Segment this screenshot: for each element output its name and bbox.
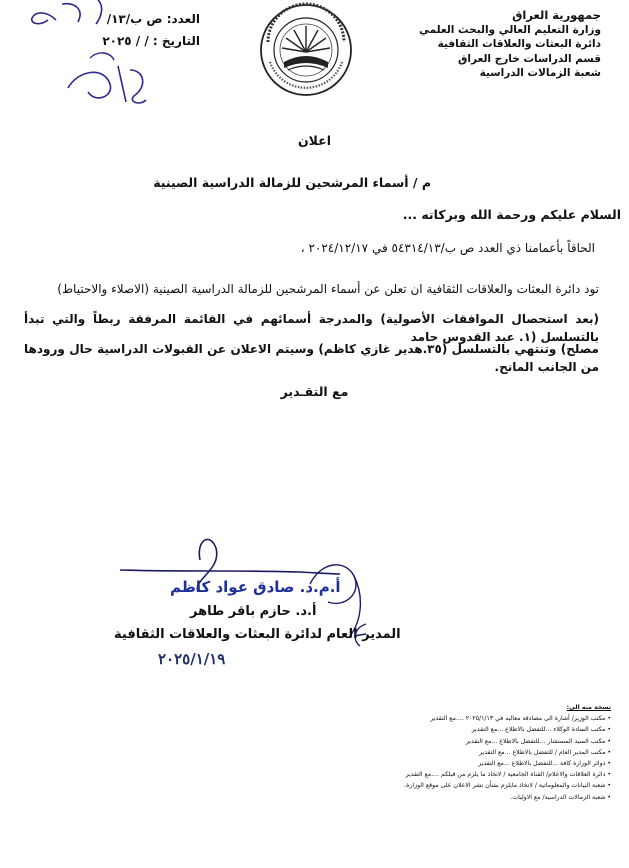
greeting-line: السلام عليكم ورحمة الله وبركاته ... [402,207,621,222]
copies-heading: نسخة منه الى: [566,704,611,711]
copies-list [311,702,611,803]
signatory-title: المدير العام لدائرة البعثات والعلاقات الثقافية [114,627,401,642]
copies-item: • مكتب السادة الوكلاء ...للتفضل بالاطلاع ...مع التقدير [471,726,611,734]
copies-item: • دائرة العلاقات والاعلام/ القناة الجامعية / لاتخاذ ما يلزم من قبلكم ....مع التقدير [405,771,611,779]
copies-item: • مكتب المدير العام / للتفضل بالاطلاع ...مع التقدير [479,748,611,756]
header-section: شعبة الزمالات الدراسية [479,67,601,79]
header-department: قسم الدراسات خارج العراق [458,52,601,65]
paragraph-line-2: (بعد استحصال الموافقات الأصولية) والمدرجة أسمائهم في القائمة المرفقة ربطاً والتي تبدأ بالتسلسل (١. عبد القدوس حامد [24,312,599,344]
header-ministry: وزارة التعليم العالي والبحث العلمي [418,23,601,36]
header-directorate: دائرة البعثات والعلاقات الثقافية [437,38,601,50]
copies-item: • شعبة البيانات والمعلوماتية / لاتخاذ مايلزم بشأن نشر الاعلان على موقع الوزارة. [404,782,611,790]
initial-mark [344,620,374,650]
announcement-subject: م / أسماء المرشحين للزمالة الدراسية الصينية [153,175,431,190]
ministry-seal-logo [258,2,354,98]
closing-regards: مع التقـدير [280,384,349,399]
signature-date: ٢٠٢٥/١/١٩ [158,650,226,668]
paragraph-line-1: تود دائرة البعثات والعلاقات الثقافية ان تعلن عن أسماء المرشحين للزمالة الدراسية الصينية (الاصلاء والاحتياط) [57,282,599,296]
copies-item: • دوائر الوزارة كافة ...للتفضل بالاطلاع ...مع التقدير [478,760,611,768]
copies-item: • مكتب الوزير/ أشارة الى مصادقة معاليه في ٢٠٢٥/١/١٣ ....مع التقدير [430,715,611,723]
announcement-title: اعلان [298,133,331,148]
copies-item: • شعبة الزمالات الدراسية/ مع الاوليات. [510,793,611,801]
header-country: جمهورية العراق [512,8,601,22]
copies-item: • مكتب السيد المستشار ...للتفضل بالاطلاع ...مع التقدير [465,737,611,745]
signatory-name: أ.د. حازم باقر طاهر [190,604,317,619]
document-date: التاريخ : / / ٢٠٢٥ [102,34,200,48]
handwritten-number-mark [18,0,158,110]
ministry-header [381,8,601,81]
paragraph-line-3: مصلح) وتنتهي بالتسلسل (٣٥.هدير غازي كاظم) وسيتم الاعلان عن القبولات الدراسية حال ورودها من الجانب المانح. [24,342,599,374]
document-number: العدد: ص ب/١٣/ [106,12,200,26]
signature-stamp-name: أ.م.د. صادق عواد كاظم [170,578,341,596]
reference-line: الحاقاً بأعمامنا ذي العدد ص ب/٥٤٣١٤/١٣ في ٢٠٢٤/١٢/١٧ ، [300,241,595,255]
